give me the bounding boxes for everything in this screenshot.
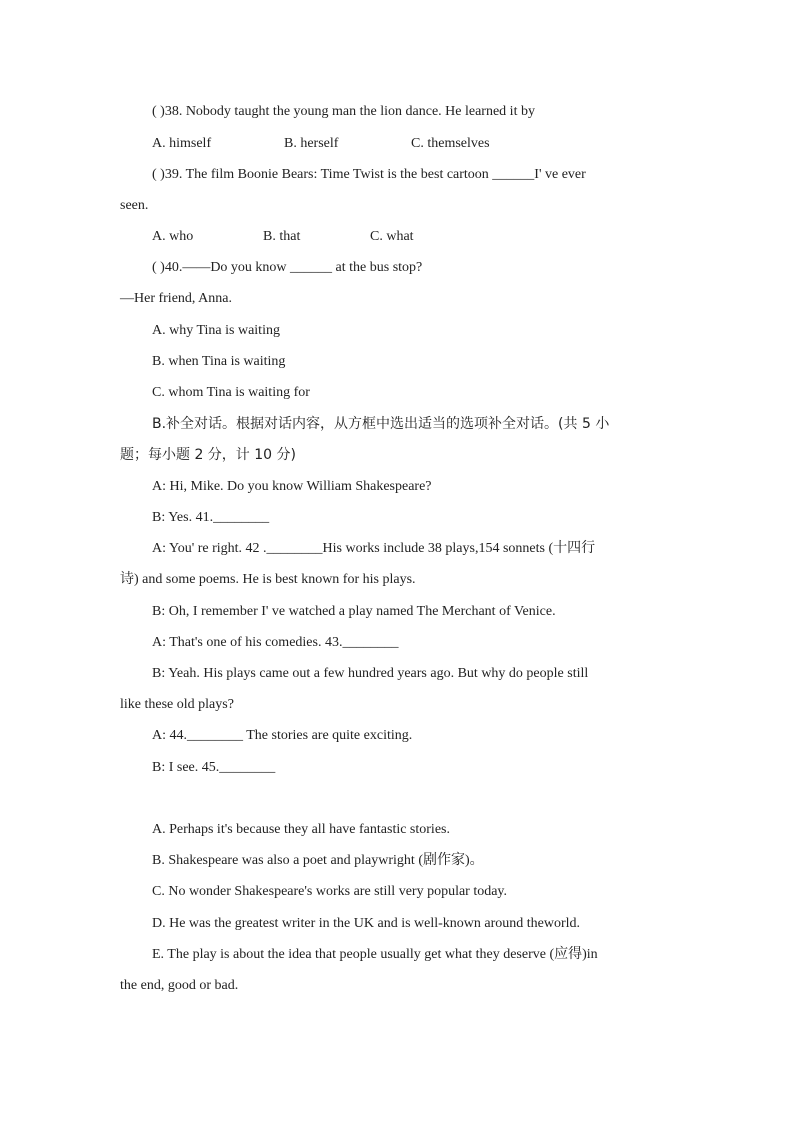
question-39-option-c: C. what <box>370 229 414 244</box>
dialogue-line-4: B: Oh, I remember I' ve watched a play named The Merchant of Venice. <box>152 604 556 619</box>
section-b-instruction: B.补全对话。根据对话内容，从方框中选出适当的选项补全对话。(共 5 小 <box>152 416 610 432</box>
question-38-option-c: C. themselves <box>411 136 490 151</box>
question-39-stem-continued: seen. <box>120 198 149 213</box>
dialogue-line-5: A: That's one of his comedies. 43.________ <box>152 635 399 650</box>
question-40-reply: —Her friend, Anna. <box>120 291 232 306</box>
question-40-option-c: C. whom Tina is waiting for <box>152 385 310 400</box>
answer-option-e-continued: the end, good or bad. <box>120 978 239 993</box>
answer-option-c: C. No wonder Shakespeare's works are still very popular today. <box>152 884 508 899</box>
answer-option-a: A. Perhaps it's because they all have fantastic stories. <box>152 822 450 837</box>
answer-option-d: D. He was the greatest writer in the UK and is well-known around theworld. <box>152 916 581 931</box>
question-39-stem: ( )39. The film Boonie Bears: Time Twist is the best cartoon ______I' ve ever <box>152 167 586 182</box>
answer-option-b: B. Shakespeare was also a poet and playwright (剧作家)。 <box>152 853 484 868</box>
dialogue-line-6-continued: like these old plays? <box>120 697 234 712</box>
question-38-stem: ( )38. Nobody taught the young man the lion dance. He learned it by <box>152 104 535 119</box>
dialogue-line-6: B: Yeah. His plays came out a few hundred years ago. But why do people still <box>152 666 589 681</box>
question-40-option-b: B. when Tina is waiting <box>152 354 286 369</box>
question-39-option-a: A. who <box>152 229 194 244</box>
dialogue-line-3-continued: 诗) and some poems. He is best known for his plays. <box>120 572 416 587</box>
dialogue-line-2: B: Yes. 41.________ <box>152 510 270 525</box>
answer-option-e: E. The play is about the idea that people usually get what they deserve (应得)in <box>152 947 598 962</box>
dialogue-line-1: A: Hi, Mike. Do you know William Shakespeare? <box>152 479 432 494</box>
question-38-option-b: B. herself <box>284 136 339 151</box>
section-b-instruction-continued: 题；每小题 2 分，计 10 分) <box>120 447 296 463</box>
question-39-option-b: B. that <box>263 229 301 244</box>
question-38-option-a: A. himself <box>152 136 212 151</box>
dialogue-line-7: A: 44.________ The stories are quite exciting. <box>152 728 413 743</box>
question-40-stem: ( )40.——Do you know ______ at the bus stop? <box>152 260 423 275</box>
dialogue-line-8: B: I see. 45.________ <box>152 760 276 775</box>
question-40-option-a: A. why Tina is waiting <box>152 323 280 338</box>
dialogue-line-3: A: You' re right. 42 .________His works include 38 plays,154 sonnets (十四行 <box>152 541 596 556</box>
